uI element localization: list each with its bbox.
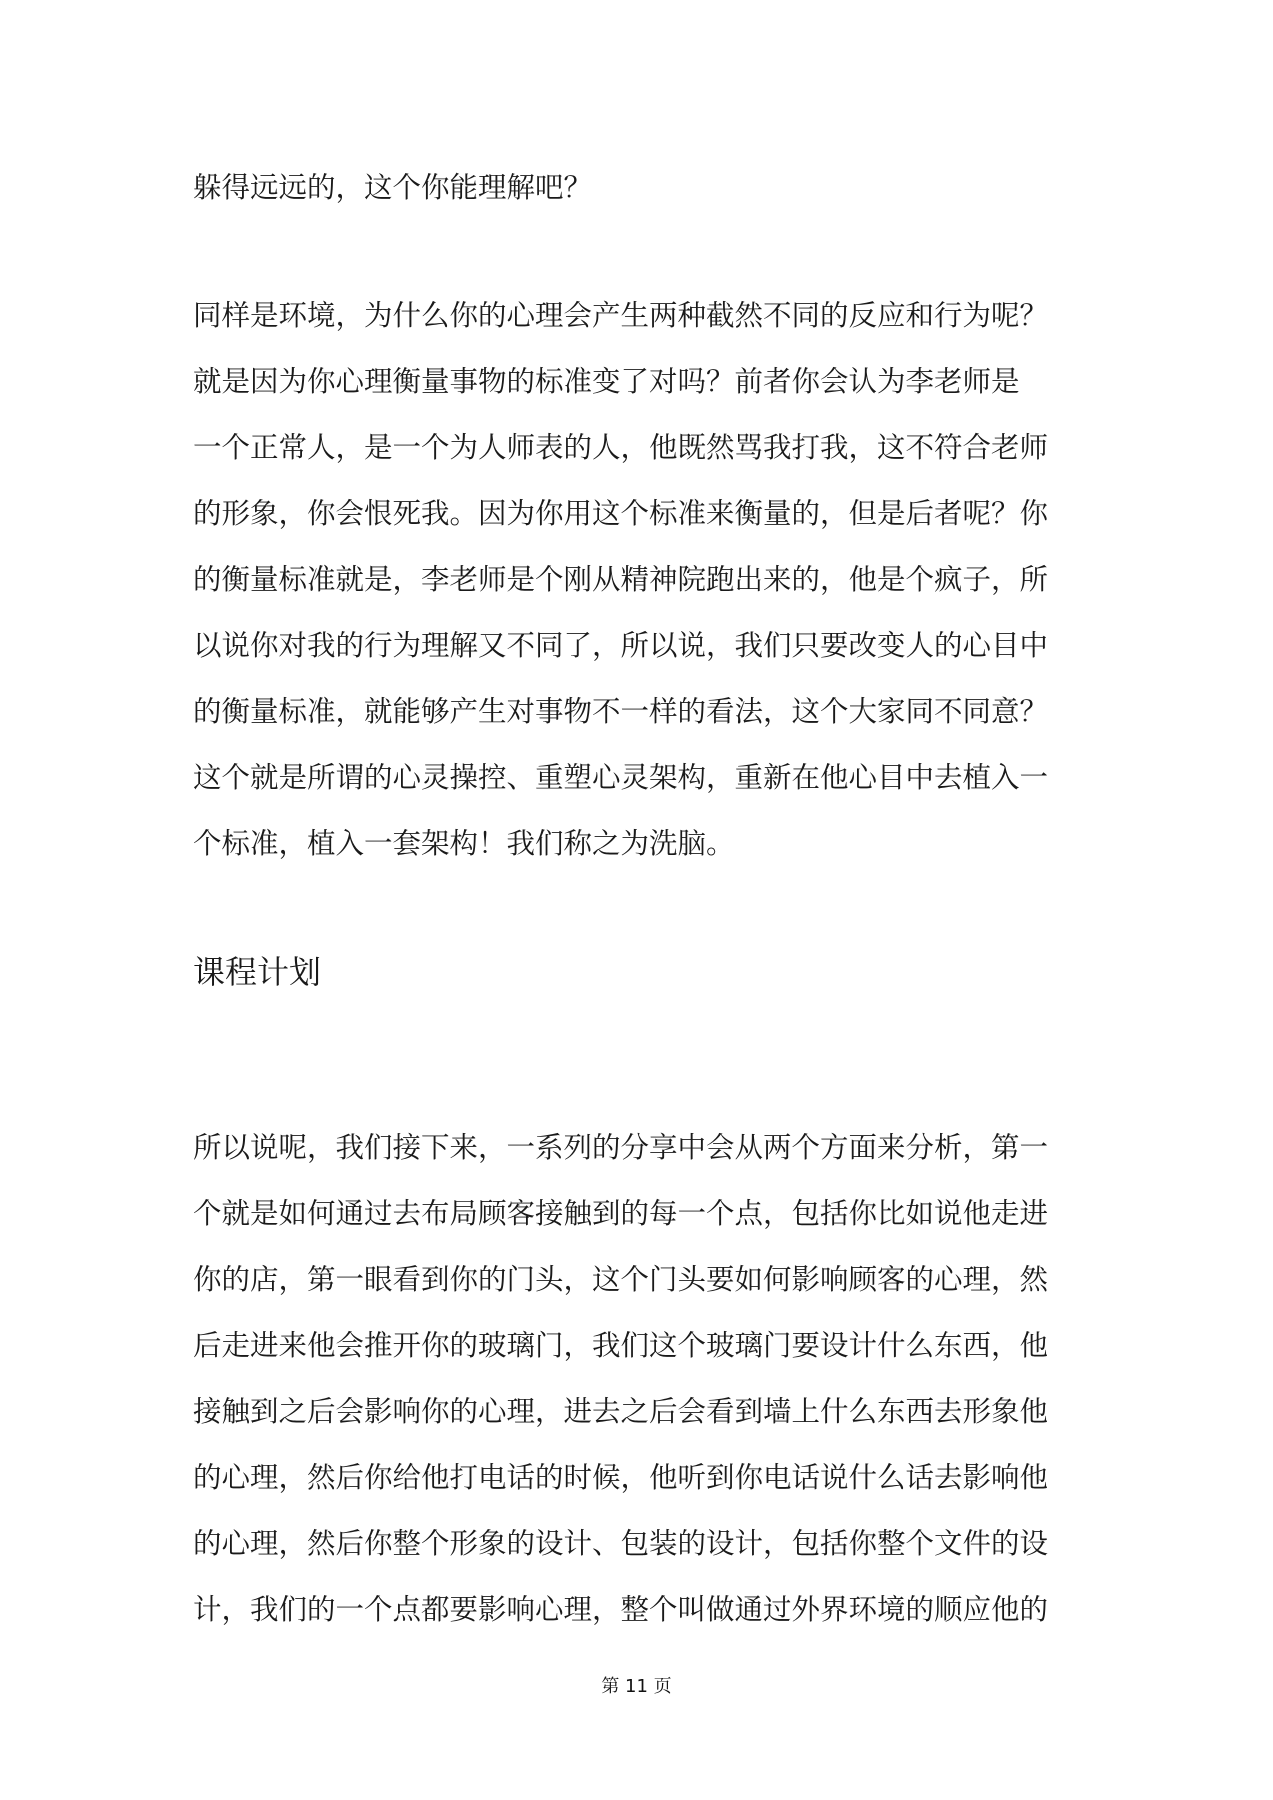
text-line: 同样是环境，为什么你的心理会产生两种截然不同的反应和行为呢？ [193, 299, 1049, 332]
text-line: 这个就是所谓的心灵操控、重塑心灵架构，重新在他心目中去植入一 [193, 761, 1049, 794]
text-line: 接触到之后会影响你的心理，进去之后会看到墙上什么东西去形象他 [193, 1395, 1049, 1428]
page-number: 第 11 页 [601, 1676, 672, 1697]
page-content [193, 155, 1085, 1643]
paragraph-3 [193, 1115, 1085, 1643]
paragraph-1 [193, 155, 1085, 221]
text-line: 的心理，然后你整个形象的设计、包装的设计，包括你整个文件的设 [193, 1527, 1049, 1560]
text-line: 计，我们的一个点都要影响心理，整个叫做通过外界环境的顺应他的 [193, 1593, 1049, 1626]
text-line: 你的店，第一眼看到你的门头，这个门头要如何影响顾客的心理，然 [193, 1263, 1049, 1296]
section-heading: 课程计划 [193, 953, 322, 991]
text-line: 个就是如何通过去布局顾客接触到的每一个点，包括你比如说他走进 [193, 1197, 1049, 1230]
text-line: 的衡量标准，就能够产生对事物不一样的看法，这个大家同不同意？ [193, 695, 1049, 728]
text-line: 以说你对我的行为理解又不同了，所以说，我们只要改变人的心目中 [193, 629, 1049, 662]
text-line: 的形象，你会恨死我。因为你用这个标准来衡量的，但是后者呢？你 [193, 497, 1049, 530]
text-line: 的衡量标准就是，李老师是个刚从精神院跑出来的，他是个疯子，所 [193, 563, 1049, 596]
text-line: 个标准，植入一套架构！我们称之为洗脑。 [193, 827, 735, 860]
spacer [193, 221, 1085, 283]
text-line: 所以说呢，我们接下来，一系列的分享中会从两个方面来分析，第一 [193, 1131, 1049, 1164]
text-line: 一个正常人，是一个为人师表的人，他既然骂我打我，这不符合老师 [193, 431, 1049, 464]
text-line: 就是因为你心理衡量事物的标准变了对吗？前者你会认为李老师是 [193, 365, 1020, 398]
text-line: 的心理，然后你给他打电话的时候，他听到你电话说什么话去影响他 [193, 1461, 1049, 1494]
paragraph-2 [193, 283, 1085, 877]
spacer [193, 1005, 1085, 1115]
text-line: 躲得远远的，这个你能理解吧？ [193, 171, 593, 204]
text-line: 后走进来他会推开你的玻璃门，我们这个玻璃门要设计什么东西，他 [193, 1329, 1049, 1362]
spacer [193, 877, 1085, 939]
